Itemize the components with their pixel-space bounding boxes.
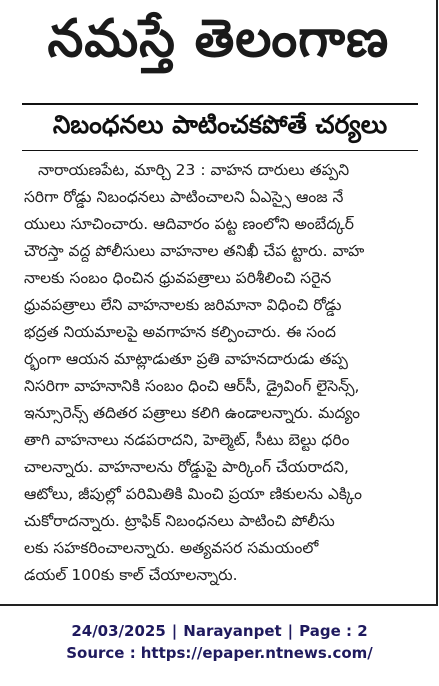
headline-text: నిబంధనలు పాటించకపోతే చర్యలు: [52, 110, 388, 139]
clip-border-bottom: [0, 604, 438, 606]
caption-separator: |: [287, 622, 294, 640]
article-line: యులు సూచించారు. ఆదివారం పట్ట ణంలోని అంబేద్కర్: [24, 215, 354, 233]
caption-date: 24/03/2025: [71, 622, 166, 640]
masthead: [0, 0, 436, 90]
article-line: భద్రత నియమాలపై అవగాహన కల్పించారు. ఈ సంద: [24, 323, 336, 341]
source-url[interactable]: https://epaper.ntnews.com/: [140, 644, 373, 662]
article-body: [24, 157, 418, 597]
article-line: నిసరిగా వాహనానికి సంబం ధించి ఆర్‌సీ, డ్రైవింగ్ లైసెన్స్,: [24, 377, 360, 395]
article-line: నారాయణపేట, మార్చి 23 : వాహన దారులు తప్పని: [38, 161, 350, 179]
article-line: డయల్ 100కు కాల్ చేయాలన్నారు.: [24, 566, 238, 584]
article-line: లకు సహకరించాలన్నారు. అత్యవసర సమయంలో: [24, 539, 319, 557]
headline-rule-bottom: [22, 150, 418, 151]
article-line: తాగి వాహనాలు నడపరాదని, హెల్మెట్, సీటు బెల్టు ధరిం: [24, 431, 350, 449]
article-line: చుకోరాదన్నారు. ట్రాఫిక్ నిబంధనలు పాటించి పోలీసు: [24, 512, 335, 530]
article-line: ఇన్సూరెన్స్ తదితర పత్రాలు కలిగి ఉండాలన్నారు. మద్యం: [24, 404, 360, 422]
headline: [22, 107, 418, 149]
caption-source: [0, 642, 439, 664]
caption-separator: |: [171, 622, 178, 640]
article-line: ధ్రువపత్రాలు లేని వాహనాలకు జరిమానా విధించి రోడ్డు: [24, 296, 342, 314]
article-line: ర్భంగా ఆయన మాట్లాడుతూ ప్రతి వాహనదారుడు తప్ప: [24, 350, 348, 368]
clip-border-right: [436, 0, 438, 606]
source-label: Source :: [66, 644, 136, 662]
caption-page: Page : 2: [299, 622, 368, 640]
masthead-title: నమస్తే తెలంగాణ: [47, 8, 389, 69]
caption-meta: [0, 620, 439, 642]
article-line: సరిగా రోడ్డు నిబంధనలు పాటించాలని ఏఎస్సై ఆంజ నే: [24, 188, 344, 206]
article-line: ఆటోలు, జీపుల్లో పరిమితికి మించి ప్రయా ణికులను ఎక్కిం: [24, 485, 362, 503]
article-line: చౌరస్తా వద్ద పోలీసులు వాహనాల తనిఖీ చేప ట్టారు. వాహ: [24, 242, 365, 260]
article-line: నాలకు సంబం ధించిన ధ్రువపత్రాలు పరిశీలించి సరైన: [24, 269, 332, 287]
caption-place: Narayanpet: [183, 622, 282, 640]
headline-rule-top: [22, 103, 418, 105]
caption: [0, 620, 439, 664]
article-line: చాలన్నారు. వాహనాలను రోడ్డుపై పార్కింగ్ చేయరాదని,: [24, 458, 349, 476]
